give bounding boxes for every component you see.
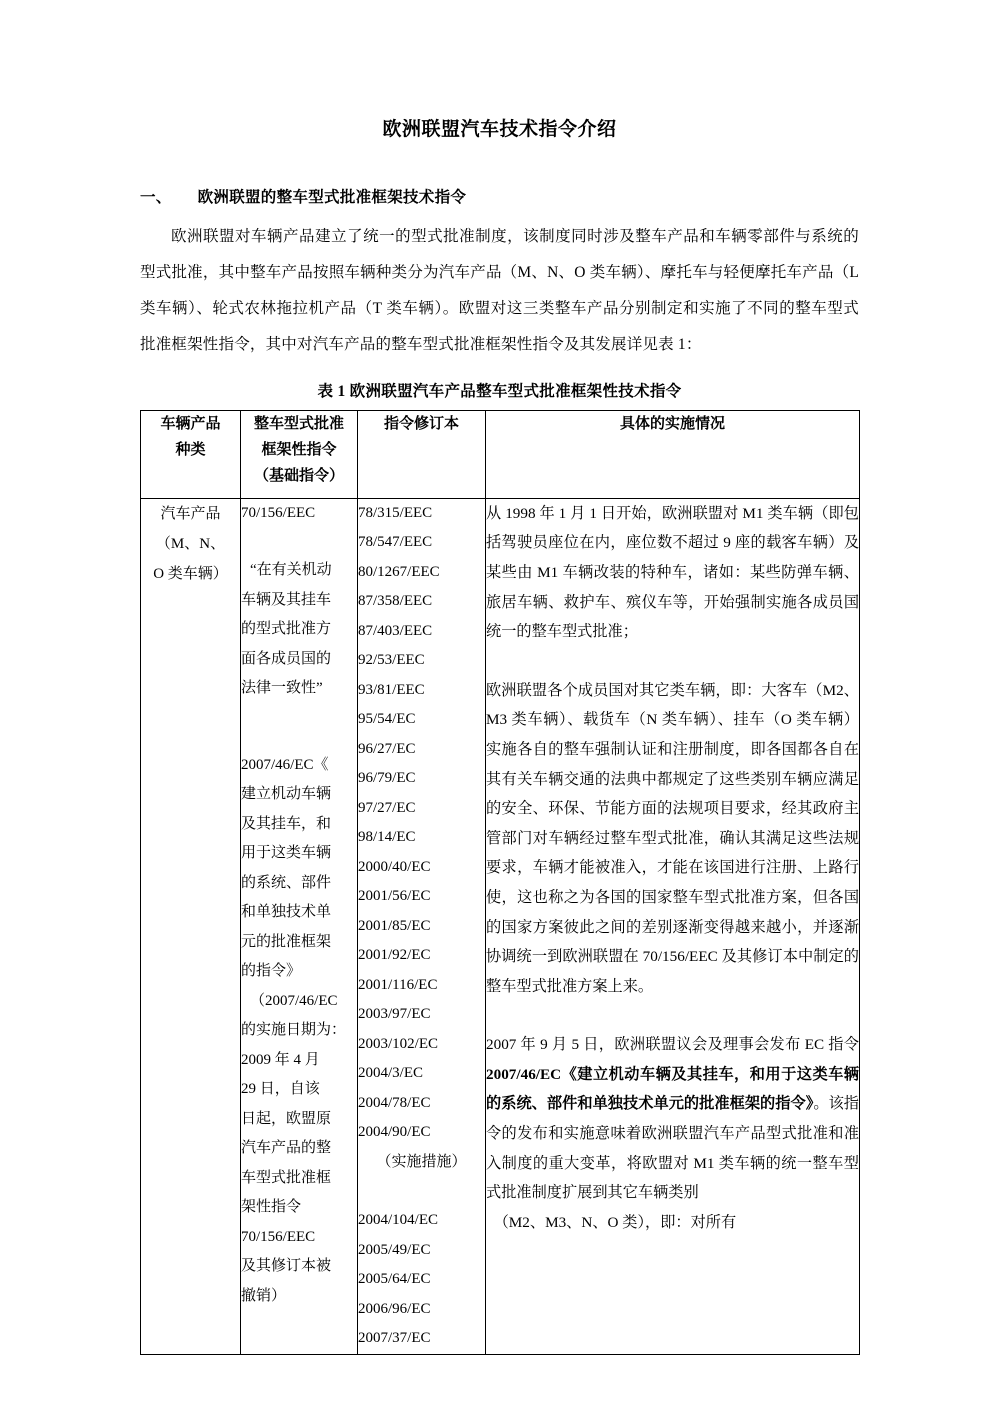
revision-item: 96/27/EC: [358, 740, 416, 757]
header-framework-line3: （基础指令）: [253, 467, 344, 484]
revision-item: 2001/92/EC: [358, 947, 431, 964]
detail-paragraph-3: [486, 1030, 859, 1208]
header-framework-line2: 框架性指令: [261, 441, 337, 458]
directives-table: [140, 410, 860, 1355]
framework-base-title: [241, 556, 357, 704]
revision-item: 2001/85/EC: [358, 917, 431, 934]
framework-note-line: 撤销）: [241, 1287, 287, 1304]
revision-item: 2004/3/EC: [358, 1065, 424, 1082]
revisions-note: （实施措施）: [376, 1153, 467, 1170]
cell-framework-directive: [241, 498, 358, 1354]
table-body: [141, 498, 860, 1354]
revision-item: 2004/90/EC: [358, 1124, 431, 1141]
section-heading: [140, 185, 859, 207]
revision-item: 92/53/EEC: [358, 652, 425, 669]
table-row: [141, 498, 860, 1354]
table-head: [141, 410, 860, 498]
framework-base-directive: 70/156/EEC: [241, 504, 316, 521]
revision-item: 80/1267/EEC: [358, 563, 440, 580]
framework-note-line: 29 日，自该: [241, 1081, 320, 1098]
framework-note-line: 70/156/EEC: [241, 1228, 316, 1245]
cell-implementation-detail: [486, 498, 860, 1354]
cell-revisions: [358, 498, 486, 1354]
framework-new-directive-line: 建立机动车辆: [241, 786, 332, 803]
header-implementation: 具体的实施情况: [486, 410, 860, 498]
framework-note-line: 及其修订本被: [241, 1258, 332, 1275]
framework-new-directive-line: 及其挂车，和: [241, 815, 332, 832]
detail-p3-last-line: （M2、M3、N、O 类），即：对所有: [493, 1213, 737, 1231]
revision-item: 2007/37/EC: [358, 1330, 431, 1347]
section-heading-text: 欧洲联盟的整车型式批准框架技术指令: [197, 188, 467, 206]
cell-vehicle-type: [141, 498, 241, 1354]
revision-item: 78/547/EEC: [358, 534, 433, 551]
framework-new-directive-line: 的系统、部件: [241, 874, 332, 891]
detail-paragraph-2: 欧洲联盟各个成员国对其它类车辆，即：大客车（M2、M3 类车辆）、载货车（N 类车辆）、挂车（O 类车辆）实施各自的整车强制认证和注册制度，即各国都各自在其有关车辆交通的法典中都规定了这些类别车辆应满足的安全、环保、节能方面的法规项目要求，经其政府主管部门对车辆经过整车型式批准，确认其满足这些法规要求，车辆才能被准入，才能在该国进行注册、上路行使，这也称之为各国的国家整车型式批准方案，但各国的国家方案彼此之间的差别逐渐变得越来越小，并逐渐协调统一到欧洲联盟在 70/156/EEC 及其修订本中制定的整车型式批准方案上来。: [486, 681, 859, 995]
framework-note-line: 汽车产品的整: [241, 1140, 332, 1157]
revision-item: 2001/56/EC: [358, 888, 431, 905]
revision-item: 97/27/EC: [358, 799, 416, 816]
revision-item: 2001/116/EC: [358, 976, 438, 993]
revision-item: 93/81/EEC: [358, 681, 425, 698]
framework-new-directive-line: 的指令》: [241, 963, 302, 980]
section-number: 一、: [140, 188, 172, 206]
framework-new-directive: [241, 751, 357, 987]
revision-item: 2004/78/EC: [358, 1094, 431, 1111]
header-vehicle-type-line2: 种类: [175, 441, 206, 458]
framework-note-line: 的实施日期为：: [241, 1022, 347, 1039]
revision-item: 87/358/EEC: [358, 593, 433, 610]
framework-base-title-line: 车辆及其挂车: [241, 591, 332, 608]
revision-item: 95/54/EC: [358, 711, 416, 728]
revision-item: 96/79/EC: [358, 770, 416, 787]
framework-new-directive-line: 用于这类车辆: [241, 845, 332, 862]
revision-item: 2003/102/EC: [358, 1035, 439, 1052]
header-revisions: 指令修订本: [358, 410, 486, 498]
revision-item: 2005/49/EC: [358, 1241, 431, 1258]
framework-gap-1: [241, 528, 357, 556]
framework-base-title-line: 法律一致性”: [241, 680, 323, 697]
header-vehicle-type-line1: 车辆产品: [160, 415, 221, 432]
header-framework-line1: 整车型式批准: [253, 415, 344, 432]
detail-paragraph-1: 从 1998 年 1 月 1 日开始，欧洲联盟对 M1 类车辆（即包括驾驶员座位在内，座位数不超过 9 座的载客车辆）及某些由 M1 车辆改装的特种车，诸如：某些防弹车辆、旅居车辆、救护车、殡仪车等，开始强制实施各成员国统一的整车型式批准；: [486, 504, 859, 641]
revisions-gap: [358, 1177, 485, 1206]
revision-item: 2003/97/EC: [358, 1006, 431, 1023]
revision-item: 2005/64/EC: [358, 1271, 431, 1288]
table-caption: 表 1 欧洲联盟汽车产品整车型式批准框架性技术指令: [317, 382, 682, 400]
page-content: [140, 0, 859, 1355]
vehicle-type-line1: 汽车产品: [160, 505, 221, 522]
revision-item: 98/14/EC: [358, 829, 416, 846]
framework-base-title-line: 的型式批准方: [241, 621, 332, 638]
framework-new-directive-line: 和单独技术单: [241, 904, 332, 921]
framework-note: [241, 987, 357, 1312]
framework-gap-2: [241, 704, 357, 751]
framework-note-line: 2009 年 4 月: [241, 1051, 320, 1068]
vehicle-type-line2: （M、N、: [155, 535, 226, 552]
detail-p3-part1: 2007 年 9 月 5 日，欧洲联盟议会及理事会发布 EC 指令: [486, 1036, 859, 1054]
header-vehicle-type: [141, 410, 241, 498]
revision-item: 78/315/EEC: [358, 504, 433, 521]
intro-paragraph: 欧洲联盟对车辆产品建立了统一的型式批准制度，该制度同时涉及整车产品和车辆零部件与系统的型式批准，其中整车产品按照车辆种类分为汽车产品（M、N、O 类车辆）、摩托车与轻便摩托车产品（L 类车辆）、轮式农林拖拉机产品（T 类车辆）。欧盟对这三类整车产品分别制定和实施了不同的整车型式批准框架性指令，其中对汽车产品的整车型式批准框架性指令及其发展详见表 1：: [140, 227, 859, 353]
detail-p3-bold-directive: 2007/46/EC《建立机动车辆及其挂车，和用于这类车辆的系统、部件和单独技术单元的批准框架的指令》: [486, 1065, 859, 1113]
vehicle-type-line3: O 类车辆）: [153, 565, 228, 582]
revision-item: 2004/104/EC: [358, 1212, 439, 1229]
framework-note-line: （2007/46/EC: [250, 992, 338, 1009]
framework-note-line: 日起，欧盟原: [241, 1110, 332, 1127]
framework-base-title-line: “在有关机动: [250, 562, 332, 579]
framework-base-title-line: 面各成员国的: [241, 650, 332, 667]
framework-new-directive-line: 元的批准框架: [241, 933, 332, 950]
revision-item: 2006/96/EC: [358, 1300, 431, 1317]
revision-item: 87/403/EEC: [358, 622, 433, 639]
page-title: 欧洲联盟汽车技术指令介绍: [382, 119, 617, 140]
detail-p3-part2: 。该指令的发布和实施意味着欧洲联盟汽车产品型式批准和准入制度的重大变革，将欧盟对 M1 类车辆的统一整车型式批准制度扩展到其它车辆类别: [486, 1095, 859, 1202]
framework-note-line: 车型式批准框: [241, 1169, 332, 1186]
table-header-row: [141, 410, 860, 498]
framework-new-directive-line: 2007/46/EC《: [241, 756, 329, 773]
header-framework-directive: [241, 410, 358, 498]
revision-item: 2000/40/EC: [358, 858, 431, 875]
framework-note-line: 架性指令: [241, 1199, 302, 1216]
